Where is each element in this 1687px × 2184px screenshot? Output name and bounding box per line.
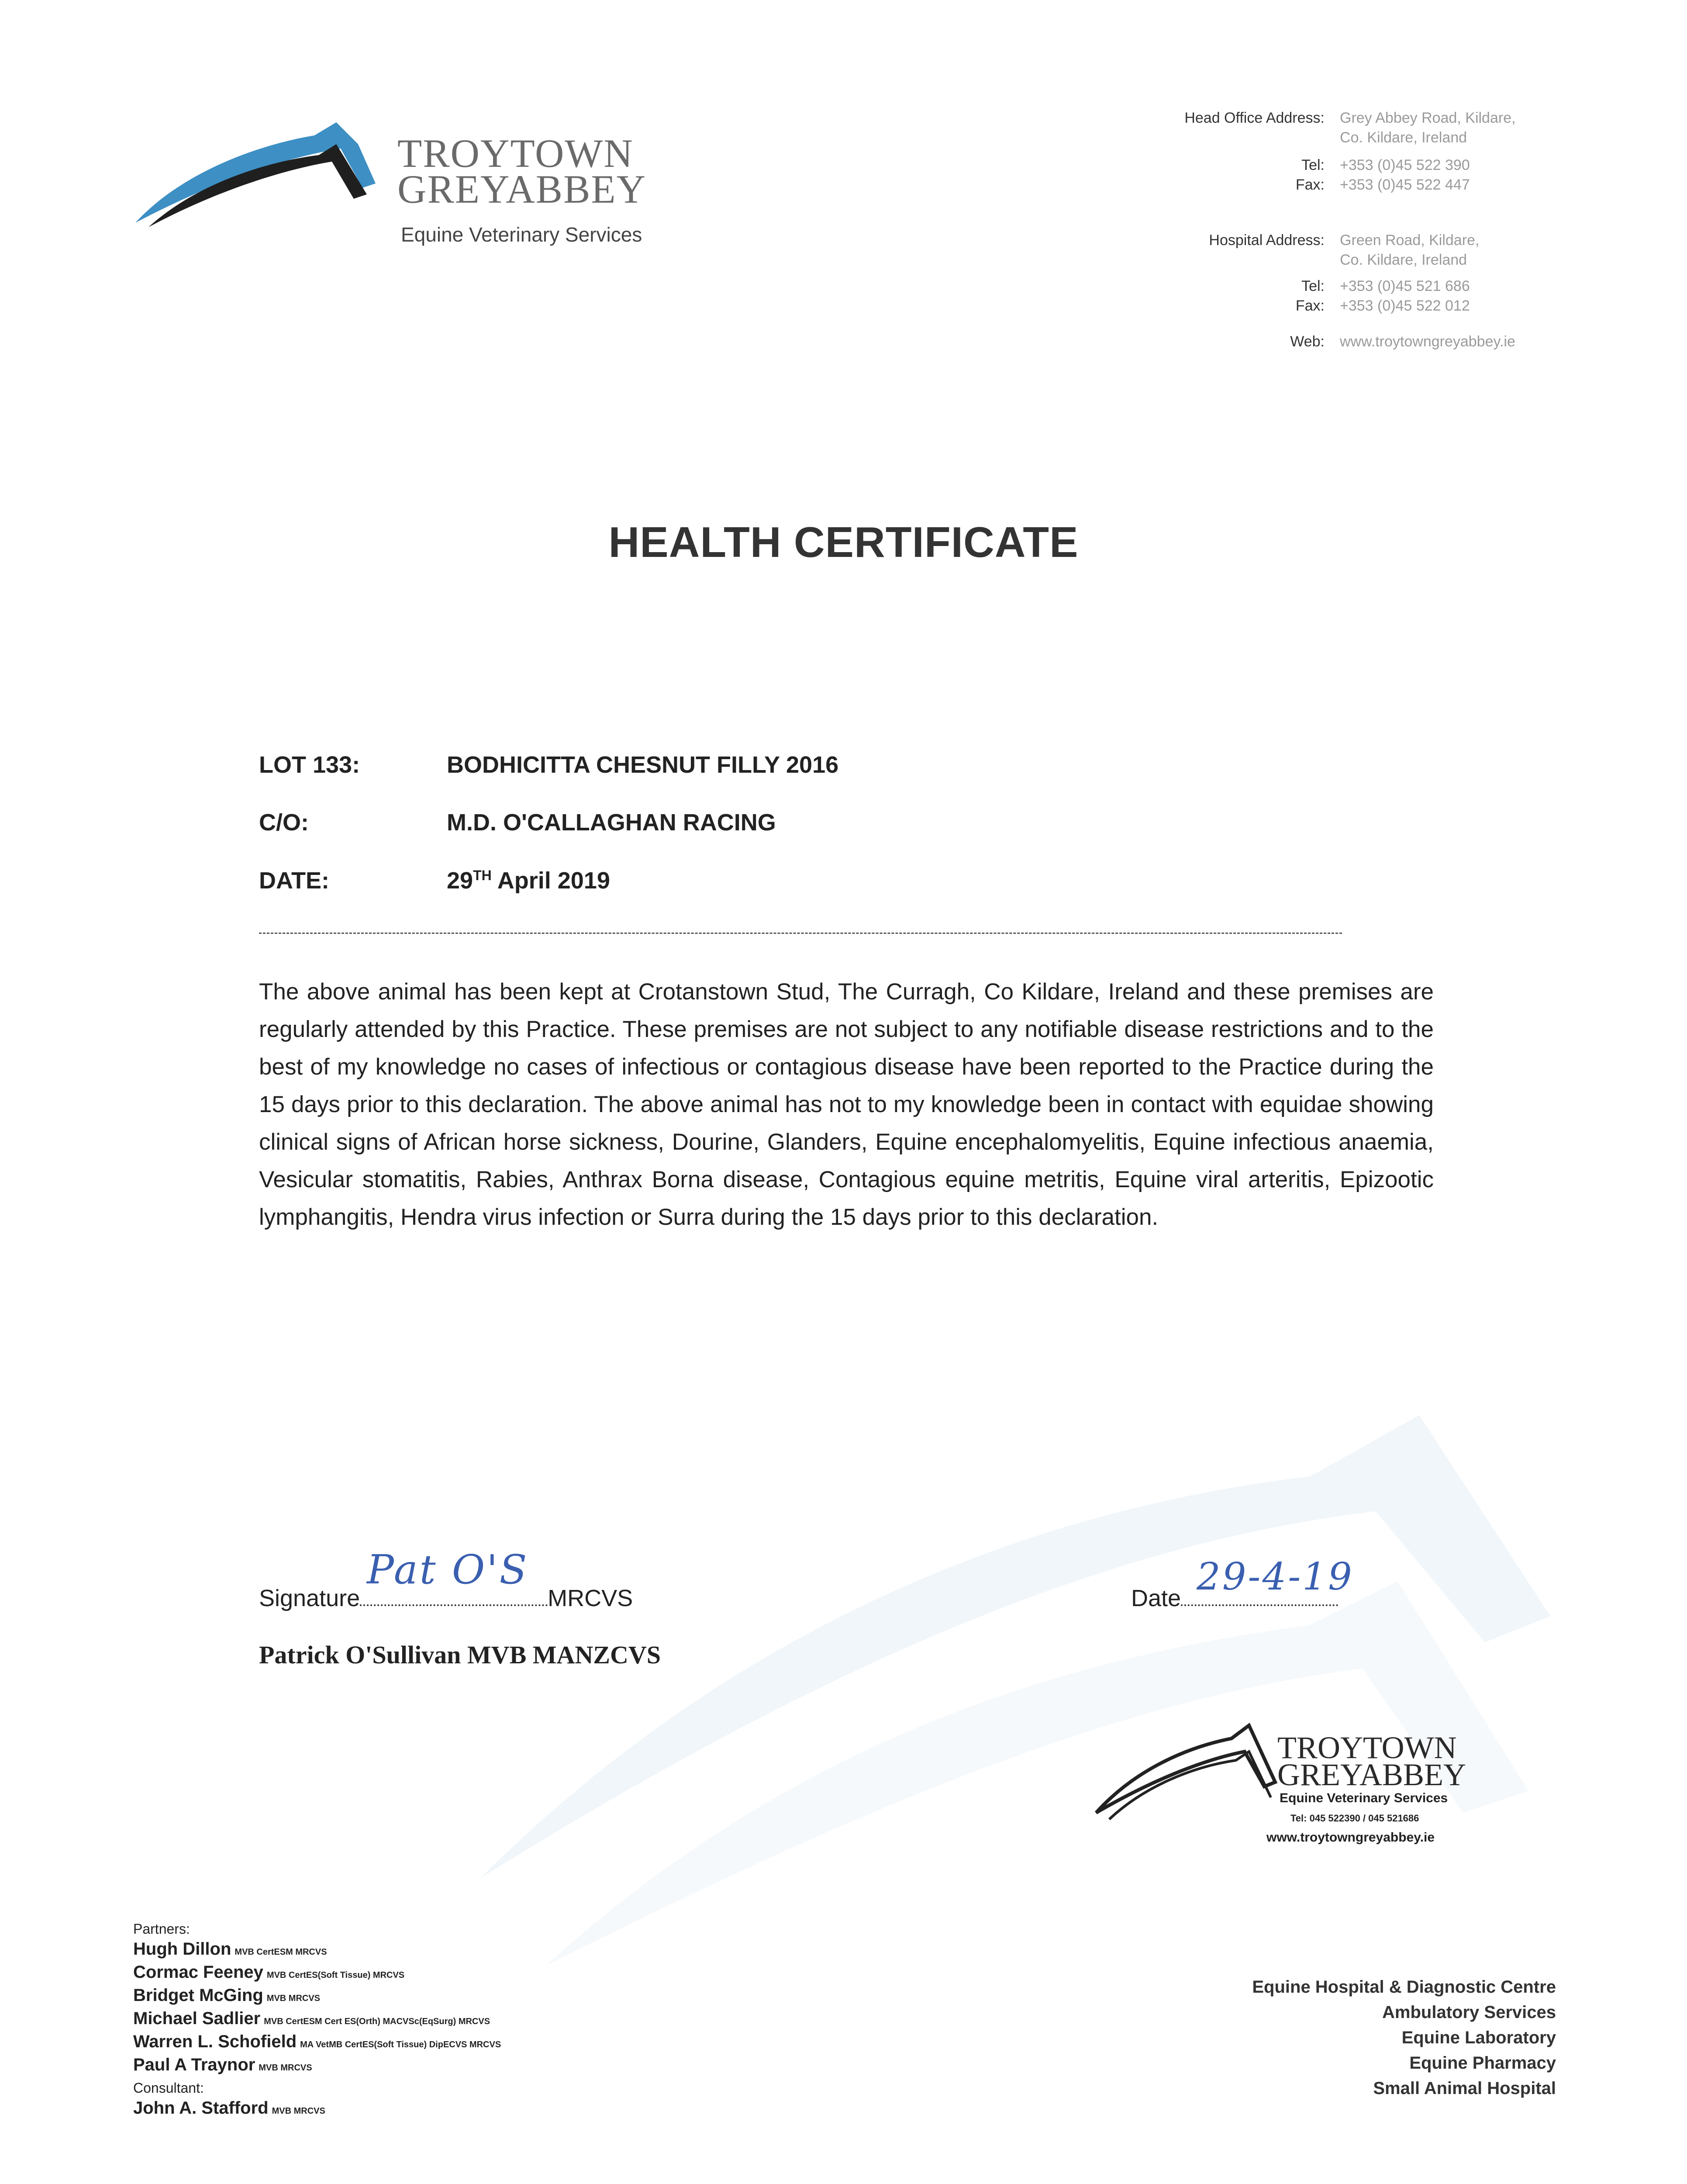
logo-line1: TROYTOWN — [397, 131, 634, 176]
partner-name: Michael Sadlier — [133, 2009, 261, 2028]
partner-name: Paul A Traynor — [133, 2055, 255, 2074]
head-office-address-line1: Grey Abbey Road, Kildare, — [1340, 110, 1516, 126]
head-office-tel: +353 (0)45 522 390 — [1340, 157, 1470, 173]
horse-logo-icon — [131, 118, 384, 232]
service-item: Equine Laboratory — [1401, 2028, 1556, 2047]
dashed-divider — [259, 933, 1342, 934]
lot-label: LOT 133: — [259, 752, 360, 778]
services-list — [1252, 1974, 1556, 2101]
partner-quals: MVB MRCVS — [266, 1994, 321, 2003]
signature-handwriting: Pat O'S — [367, 1546, 529, 1593]
web-label: Web: — [1290, 333, 1325, 350]
hospital-fax-label: Fax: — [1295, 297, 1325, 314]
hospital-fax: +353 (0)45 522 012 — [1340, 297, 1470, 314]
signature-label: Signature — [259, 1585, 360, 1611]
lot-value: BODHICITTA CHESNUT FILLY 2016 — [447, 752, 839, 778]
partner-quals: MVB CertESM MRCVS — [235, 1947, 327, 1957]
partner-row — [133, 2055, 501, 2078]
signature-date-label: Date — [1131, 1585, 1181, 1611]
partner-name: Warren L. Schofield — [133, 2032, 297, 2051]
signature-date-dots — [1181, 1604, 1338, 1606]
head-office-address-line2: Co. Kildare, Ireland — [1340, 129, 1467, 146]
head-office-fax: +353 (0)45 522 447 — [1340, 176, 1470, 193]
web-link[interactable]: www.troytowngreyabbey.ie — [1340, 333, 1515, 350]
head-office-tel-label: Tel: — [1301, 157, 1325, 173]
care-of-value: M.D. O'CALLAGHAN RACING — [447, 809, 776, 836]
stamp-tel: Tel: 045 522390 / 045 521686 — [1290, 1813, 1419, 1824]
hospital-address-line1: Green Road, Kildare, — [1340, 232, 1480, 249]
consultant-heading: Consultant: — [133, 2080, 204, 2096]
date-rest: April 2019 — [491, 867, 610, 894]
hospital-label: Hospital Address: — [1209, 232, 1325, 249]
care-of-label: C/O: — [259, 809, 309, 836]
partner-name: Bridget McGing — [133, 1986, 263, 2005]
head-office-fax-label: Fax: — [1295, 176, 1325, 193]
head-office-label: Head Office Address: — [1184, 110, 1325, 126]
logo-subtitle: Equine Veterinary Services — [401, 223, 642, 246]
partner-name: Hugh Dillon — [133, 1939, 231, 1959]
partner-quals: MVB CertESM Cert ES(Orth) MACVSc(EqSurg) MRCVS — [264, 2017, 490, 2026]
consultant-name: John A. Stafford — [133, 2098, 269, 2118]
stamp-line1: TROYTOWN — [1277, 1730, 1457, 1765]
date-handwriting: 29-4-19 — [1197, 1555, 1354, 1599]
service-item: Equine Hospital & Diagnostic Centre — [1252, 1977, 1556, 1997]
stamp-line2: GREYABBEY — [1277, 1757, 1466, 1792]
service-item: Equine Pharmacy — [1409, 2053, 1556, 2073]
date-day: 29 — [447, 867, 473, 894]
date-suffix: TH — [473, 867, 492, 883]
declaration-text: The above animal has been kept at Crotanstown Stud, The Curragh, Co Kildare, Ireland and these premises are regularly attended by this Practice. These premises are not subject to any notifiable disease restrictions and to the best of my knowledge no cases of infectious or contagious disease have been reported to the Practice during the 15 days prior to this declaration. The above animal has not to my knowledge been in contact with equidae showing clinical signs of African horse sickness, Dourine, Glanders, Equine encephalomyelitis, Equine infectious anaemia, Vesicular stomatitis, Rabies, Anthrax Borna disease, Contagious equine metritis, Equine viral arteritis, Epizootic lymphangitis, Hendra virus infection or Surra during the 15 days prior to this declaration. — [259, 979, 1434, 1230]
partner-row — [133, 1939, 501, 1962]
signer-name: Patrick O'Sullivan MVB MANZCVS — [259, 1641, 661, 1669]
stamp-subtitle: Equine Veterinary Services — [1280, 1791, 1448, 1805]
hospital-tel: +353 (0)45 521 686 — [1340, 278, 1470, 294]
partner-row — [133, 2032, 501, 2055]
partner-quals: MVB MRCVS — [259, 2063, 312, 2073]
service-item: Small Animal Hospital — [1373, 2079, 1556, 2098]
logo-wordmark — [397, 131, 647, 211]
page-title: HEALTH CERTIFICATE — [608, 518, 1079, 566]
date-label: DATE: — [259, 867, 329, 894]
partner-quals: MA VetMB CertES(Soft Tissue) DipECVS MRCVS — [300, 2040, 501, 2049]
logo-line2: GREYABBEY — [397, 167, 647, 211]
date-value — [447, 867, 610, 894]
signature-suffix: MRCVS — [548, 1585, 633, 1611]
hospital-tel-label: Tel: — [1301, 278, 1325, 294]
service-item: Ambulatory Services — [1382, 2003, 1556, 2022]
partners-list — [133, 1919, 501, 2121]
horse-watermark-icon — [480, 1398, 1572, 2009]
partners-heading: Partners: — [133, 1921, 190, 1937]
stamp-web: www.troytowngreyabbey.ie — [1266, 1830, 1435, 1845]
consultant-row — [133, 2098, 501, 2121]
stamp-horse-icon — [1092, 1717, 1280, 1826]
consultant-quals: MVB MRCVS — [272, 2106, 325, 2116]
partner-row — [133, 1985, 501, 2008]
partner-row — [133, 1962, 501, 1985]
signature-dots — [360, 1604, 548, 1606]
stamp-wordmark — [1277, 1730, 1466, 1792]
partner-quals: MVB CertES(Soft Tissue) MRCVS — [266, 1970, 405, 1980]
partner-row — [133, 2008, 501, 2032]
partner-name: Cormac Feeney — [133, 1963, 263, 1982]
hospital-address-line2: Co. Kildare, Ireland — [1340, 252, 1467, 268]
